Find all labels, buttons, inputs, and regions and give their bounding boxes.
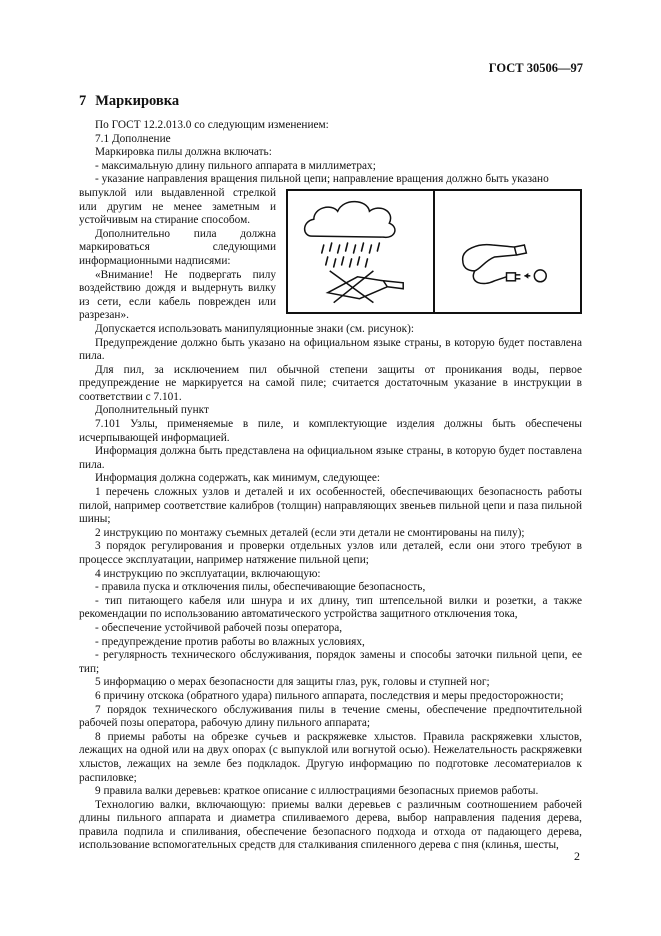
paragraph: 7.101 Узлы, применяемые в пиле, и комплектующие изделия должны быть обеспечены исчерпывающей информацией. — [79, 418, 582, 444]
list-item: - правила пуска и отключения пилы, обеспечивающие безопасность, — [95, 581, 426, 594]
list-item: 4 инструкцию по эксплуатации, включающую: — [95, 567, 321, 580]
paragraph: Для пил, за исключением пил обычной степени защиты от проникания воды, первое предупреждение не маркируется на самой пиле; считается достаточным указание в инструкции в соответствии с 7.101. — [79, 363, 582, 403]
body-text — [79, 119, 582, 853]
paragraph: По ГОСТ 12.2.013.0 со следующим изменением: — [95, 119, 329, 131]
list-item: - обеспечение устойчивой рабочей позы оператора, — [95, 621, 343, 634]
list-item: 6 причину отскока (обратного удара) пильного аппарата, последствия и меры предосторожности; — [95, 689, 564, 702]
list-item: 8 приемы работы на обрезке сучьев и раскряжевке хлыстов. Правила раскряжевки хлыстов, лежащих на одной или на двух опорах (с выпуклой или вогнутой осью). Нежелательность раскряжевки хлыстов, лежащих на земле без подкладок. Другую информацию по подготовке лесоматериалов к распиловке; — [79, 730, 582, 784]
list-item: - тип питающего кабеля или шнура и их длину, тип штепсельной вилки и розетки, а также рекомендации по использованию автоматического устройства защитного отключения тока, — [79, 594, 582, 621]
no-rain-icon — [288, 191, 433, 312]
list-item: 7 порядок технического обслуживания пилы в течение смены, обеспечение предпочтительной рабочей позы оператора, рабочую длину пильного аппарата; — [79, 703, 582, 730]
list-item: - указание направления вращения пильной цепи; направление вращения должно быть указано — [95, 173, 549, 186]
warning-text: «Внимание! Не подвергать пилу воздействию дождя и выдернуть вилку из сети, если кабель поврежден или разрезан». — [79, 268, 276, 322]
unplug-icon — [435, 191, 580, 312]
list-item: 2 инструкцию по монтажу съемных деталей (если эти детали не смонтированы на пилу); — [95, 526, 525, 539]
list-item: - регулярность технического обслуживания, порядок замены и способы заточки пильной цепи, ее тип; — [79, 649, 582, 675]
standard-header: ГОСТ 30506—97 — [488, 61, 583, 75]
section-title: Маркировка — [95, 93, 180, 109]
list-item: 3 порядок регулирования и проверки отдельных узлов или деталей, если они этого требуют в процессе эксплуатации, например натяжение пильной цепи; — [79, 540, 582, 566]
paragraph: Допускается использовать манипуляционные знаки (см. рисунок): — [95, 322, 414, 335]
page-number: 2 — [574, 849, 580, 863]
figure-cell-rain — [288, 191, 433, 312]
list-item: 9 правила валки деревьев: краткое описание с иллюстрациями безопасных приемов работы. — [95, 785, 539, 798]
section-heading — [79, 93, 179, 110]
list-item: 1 перечень сложных узлов и деталей и их особенностей, обеспечивающих безопасность работы пилой, например соответствие калибров (толщин) направляющих звеньев пильной цепи и паза пильной шины; — [79, 486, 582, 526]
paragraph: Маркировка пилы должна включать: — [95, 146, 272, 159]
figure-signs — [286, 189, 582, 314]
paragraph: выпуклой или выдавленной стрелкой или другим не менее заметным и устойчивым на стирание способом. — [79, 186, 276, 227]
paragraph: Технологию валки, включающую: приемы валки деревьев с различным соотношением рабочей длины пильного аппарата и диаметра спиливаемого дерева, выбор направления падения дерева, правила подпила и спиливания, обеспечение безопасного подхода и отхода от падающего дерева, использование вспомогательных средств для сталкивания спиленного дерева с пня (клинья, шесты, — [79, 798, 582, 852]
list-item: - предупреждение против работы во влажных условиях, — [95, 635, 365, 648]
paragraph: Информация должна содержать, как минимум, следующее: — [95, 472, 381, 485]
figure-cell-unplug — [433, 191, 580, 312]
paragraph: Дополнительный пункт — [95, 404, 209, 417]
paragraph: Дополнительно пила должна маркироваться следующими информационными надписями: — [79, 227, 276, 267]
list-item: - максимальную длину пильного аппарата в миллиметрах; — [95, 159, 376, 172]
paragraph: Информация должна быть представлена на официальном языке страны, в которую будет поставлена пила. — [79, 445, 582, 471]
section-number: 7 — [79, 93, 87, 109]
paragraph: 7.1 Дополнение — [95, 132, 171, 145]
list-item: 5 информацию о мерах безопасности для защиты глаз, рук, головы и ступней ног; — [95, 676, 490, 689]
paragraph: Предупреждение должно быть указано на официальном языке страны, в которую будет поставлена пила. — [79, 336, 582, 363]
